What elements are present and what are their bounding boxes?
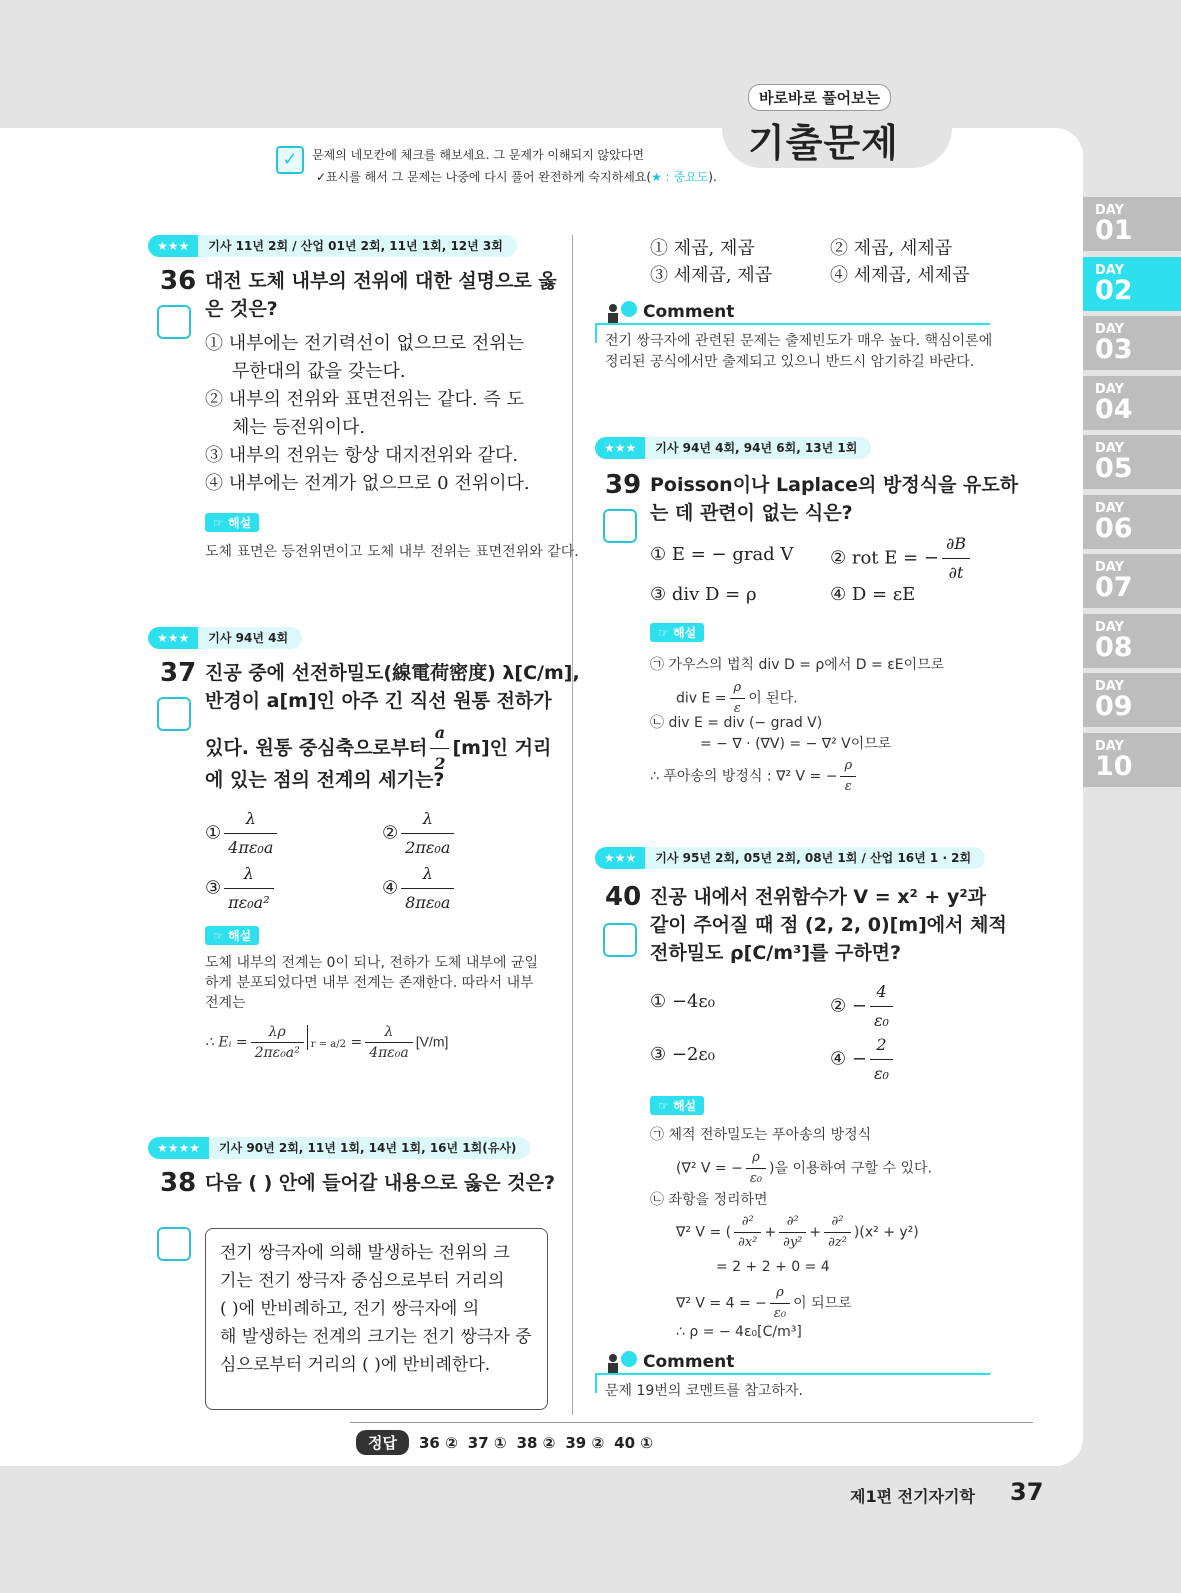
q37-equation: ∴ Eᵢ = $\frac{\lambda\rho}{\text{2πε₀a²}}$ r = a/2 = $\frac{\lambda}{\text{4πε₀a}}$ [V/m] (205, 1024, 449, 1061)
comment-header: Comment (605, 300, 734, 324)
question-number: 40 (605, 882, 642, 912)
answer-38: 38 ② (516, 1433, 556, 1452)
column-divider (572, 235, 573, 1415)
day-tab-label: DAY (1095, 738, 1125, 754)
solution-badge: ☞ 해설 (205, 926, 259, 945)
q40-solution-6: ∇² V = 4 = − $\frac{\rho}{\text{ε₀}}$ 이 되므로 (676, 1285, 852, 1321)
q40-checkbox[interactable] (603, 923, 637, 957)
q37-option-3: ③ $\frac{\lambda}{\text{πε₀a²}}$ (205, 860, 277, 917)
q39-option-4: ④ D = εE (830, 584, 916, 605)
question-number: 38 (160, 1168, 197, 1198)
comment-bracket (595, 323, 597, 343)
exam-source: 기사 90년 2회, 11년 1회, 14년 1회, 16년 1회(유사) (209, 1137, 530, 1159)
solution-badge: ☞ 해설 (650, 623, 704, 642)
day-tab-label: DAY (1095, 560, 1125, 575)
importance-stars: ★★★ (148, 627, 198, 649)
q40-comment: 문제 19번의 코멘트를 참고하자. (605, 1383, 803, 1399)
exam-source: 기사 94년 4회, 94년 6회, 13년 1회 (645, 437, 871, 459)
q39-tag (595, 437, 871, 459)
day-tab-number: 07 (1095, 572, 1133, 603)
q36-option-1: ① 내부에는 전기력선이 없으므로 전위는 (205, 333, 525, 354)
q39-solution-5: ∴ 푸아송의 방정식 : ∇² V = − $\frac{\rho}{\varepsilon}$ (650, 756, 859, 797)
comment-header: Comment (605, 1350, 734, 1374)
q39-text-1: Poisson이나 Laplace의 방정식을 유도하 (650, 474, 1019, 496)
q38-comment-1: 전기 쌍극자에 관련된 문제는 출제빈도가 매우 높다. 핵심이론에 (605, 333, 993, 349)
passage-line: 기는 전기 쌍극자 중심으로부터 거리의 (220, 1271, 505, 1291)
question-number: 36 (160, 266, 197, 296)
q37-text-3: 있다. 원통 중심축으로부터 $\frac{a}{2}$ [m]인 거리 (205, 718, 551, 779)
footer-section-title: 제1편 전기자기학 (850, 1487, 975, 1506)
solution-badge: ☞ 해설 (650, 1096, 704, 1115)
q36-text-1: 대전 도체 내부의 전위에 대한 설명으로 옳 (205, 270, 557, 292)
q36-option-3: ③ 내부의 전위는 항상 대지전위와 같다. (205, 445, 519, 466)
day-tab-number: 09 (1095, 691, 1133, 722)
day-tab-01[interactable] (1083, 197, 1181, 251)
q37-option-4: ④ $\frac{\lambda}{\text{8πε₀a}}$ (382, 860, 457, 917)
q36-tag (148, 235, 517, 257)
day-tab-07[interactable] (1083, 554, 1181, 608)
exam-source: 기사 11년 2회 / 산업 01년 2회, 11년 1회, 12년 3회 (198, 235, 517, 257)
header-title: 기출문제 (748, 121, 899, 165)
passage-line: 해 발생하는 전계의 크기는 전기 쌍극자 중 (220, 1327, 532, 1347)
day-tab-number: 03 (1095, 334, 1133, 365)
day-tab-label: DAY (1095, 262, 1125, 278)
day-tab-03[interactable] (1083, 316, 1181, 370)
day-tab-number: 02 (1095, 274, 1133, 306)
q40-solution-1: ㉠ 체적 전하밀도는 푸아송의 방정식 (650, 1127, 872, 1143)
day-tab-label: DAY (1095, 500, 1125, 516)
day-tab-label: DAY (1095, 679, 1125, 694)
q38-checkbox[interactable] (157, 1227, 191, 1261)
day-tab-label: DAY (1095, 441, 1125, 456)
q39-solution-4: = − ∇ · (∇V) = − ∇² V이므로 (700, 736, 892, 752)
q38-option-3: ③ 세제곱, 제곱 (650, 265, 773, 286)
q39-option-3: ③ div D = ρ (650, 584, 757, 605)
header-subtitle: 바로바로 풀어보는 (748, 84, 891, 111)
q36-checkbox[interactable] (157, 305, 191, 339)
q40-option-1: ① −4ε₀ (650, 991, 715, 1012)
day-tab-label: DAY (1095, 381, 1125, 397)
q38-option-4: ④ 세제곱, 세제곱 (830, 265, 970, 286)
instruction-line-2: ✓표시를 해서 그 문제는 나중에 다시 풀어 완전하게 숙지하세요(★ : 중요도). (316, 170, 717, 184)
importance-legend: ★ : 중요도 (651, 170, 709, 184)
q37-text-2: 반경이 a[m]인 아주 긴 직선 원통 전하가 (205, 690, 552, 712)
question-number: 39 (605, 470, 642, 500)
q36-text-2: 은 것은? (205, 298, 278, 320)
q37-text-4: 에 있는 점의 전계의 세기는? (205, 769, 445, 791)
day-tab-number: 06 (1095, 512, 1133, 544)
passage-line: 전기 쌍극자에 의해 발생하는 전위의 크 (220, 1243, 510, 1263)
importance-stars: ★★★ (595, 847, 645, 869)
check-icon: ✓ (276, 146, 304, 174)
answer-37: 37 ① (467, 1433, 507, 1452)
importance-stars: ★★★ (595, 437, 645, 459)
day-tab-label: DAY (1095, 203, 1125, 218)
importance-stars: ★★★ (148, 235, 198, 257)
q37-tag (148, 627, 302, 649)
q39-checkbox[interactable] (603, 509, 637, 543)
q38-option-1: ① 제곱, 제곱 (650, 238, 755, 259)
fraction: $\frac{a}{2}$ (430, 718, 449, 779)
q40-text-1: 진공 내에서 전위함수가 V = x² + y²과 (650, 886, 987, 908)
q37-option-2: ② $\frac{\lambda}{\text{2πε₀a}}$ (382, 805, 457, 862)
q38-comment-2: 정리된 공식에서만 출제되고 있으니 반드시 암기하길 바란다. (605, 354, 975, 370)
importance-stars: ★★★★ (148, 1137, 209, 1159)
instruction-line-1: 문제의 네모칸에 체크를 해보세요. 그 문제가 이해되지 않았다면 (312, 148, 644, 162)
page-number: 37 (1010, 1478, 1044, 1506)
q39-solution-3: ㉡ div E = div (− grad V) (650, 715, 823, 731)
q40-solution-4: ∇² V = ( $\frac{\text{∂²}}{\text{∂x²}}$ + $\frac{\text{∂²}}{\text{∂y²}}$ + $\frac{\text{∂²}}{\text{∂z²}}$ )(x² + y²) (676, 1214, 919, 1250)
q40-option-4: ④ − $\frac{2}{\text{ε₀}}$ (830, 1031, 896, 1088)
q39-option-2: ② rot E = − $\frac{\partial B}{\partial t}$ (830, 530, 973, 587)
q39-text-2: 는 데 관련이 없는 식은? (650, 502, 853, 524)
day-tab-number: 05 (1095, 453, 1133, 484)
q37-solution-1: 도체 내부의 전계는 0이 되나, 전하가 도체 내부에 균일 (205, 955, 538, 971)
day-tab-number: 04 (1095, 393, 1133, 425)
q37-solution-2: 하게 분포되었다면 내부 전계는 존재한다. 따라서 내부 (205, 975, 534, 991)
teacher-icon (605, 300, 637, 324)
day-tab-label: DAY (1095, 619, 1125, 635)
q36-option-2: ② 내부의 전위와 표면전위는 같다. 즉 도 (205, 389, 524, 410)
answer-36: 36 ② (418, 1433, 458, 1452)
day-tab-number: 10 (1095, 750, 1133, 782)
comment-rule (595, 323, 990, 325)
q40-text-2: 같이 주어질 때 점 (2, 2, 0)[m]에서 체적 (650, 914, 1007, 936)
answer-bar (356, 1430, 653, 1455)
q40-solution-2: (∇² V = − $\frac{\rho}{\text{ε₀}}$ )을 이용하여 구할 수 있다. (676, 1150, 932, 1186)
q37-option-1: ① $\frac{\lambda}{\text{4πε₀a}}$ (205, 805, 280, 862)
day-tab-10[interactable] (1083, 733, 1181, 787)
q38-option-2: ② 제곱, 세제곱 (830, 238, 953, 259)
q40-option-2: ② − $\frac{4}{\text{ε₀}}$ (830, 978, 896, 1035)
q40-option-3: ③ −2ε₀ (650, 1044, 715, 1065)
solution-badge: ☞ 해설 (205, 513, 259, 532)
answer-40: 40 ① (614, 1433, 653, 1452)
q37-checkbox[interactable] (157, 697, 191, 731)
day-tab-09[interactable] (1083, 673, 1181, 727)
day-tab-04[interactable] (1083, 376, 1181, 430)
q36-option-2-cont: 체는 등전위이다. (232, 417, 366, 438)
exam-source: 기사 95년 2회, 05년 2회, 08년 1회 / 산업 16년 1 · 2회 (645, 847, 985, 869)
day-tab-label: DAY (1095, 322, 1125, 337)
day-tab-02[interactable] (1083, 257, 1181, 311)
q37-text-1: 진공 중에 선전하밀도(線電荷密度) λ[C/m], (205, 662, 580, 684)
q40-tag (595, 847, 985, 869)
passage-line: 심으로부터 거리의 ( )에 반비례한다. (220, 1355, 491, 1375)
q36-option-4: ④ 내부에는 전계가 없으므로 0 전위이다. (205, 473, 530, 494)
q40-solution-7: ∴ ρ = − 4ε₀[C/m³] (676, 1324, 802, 1340)
answer-label: 정답 (356, 1430, 409, 1455)
answer-39: 39 ② (565, 1433, 605, 1452)
q38-tag (148, 1137, 530, 1159)
day-tab-06[interactable] (1083, 495, 1181, 549)
q39-option-1: ① E = − grad V (650, 544, 794, 565)
q40-solution-3: ㉡ 좌항을 정리하면 (650, 1192, 768, 1208)
teacher-icon (605, 1350, 637, 1374)
q40-text-3: 전하밀도 ρ[C/m³]를 구하면? (650, 942, 902, 964)
comment-bracket (595, 1373, 597, 1393)
day-tab-08[interactable] (1083, 614, 1181, 668)
comment-rule (595, 1373, 990, 1375)
q39-solution-2: div E = $\frac{\rho}{\varepsilon}$ 이 된다. (676, 680, 798, 716)
q40-solution-5: = 2 + 2 + 0 = 4 (716, 1259, 830, 1275)
day-tab-number: 01 (1095, 215, 1133, 246)
passage-line: ( )에 반비례하고, 전기 쌍극자에 의 (220, 1299, 480, 1319)
q39-solution-1: ㉠ 가우스의 법칙 div D = ρ에서 D = εE이므로 (650, 657, 945, 673)
question-number: 37 (160, 658, 197, 688)
q36-option-1-cont: 무한대의 값을 갖는다. (232, 361, 406, 382)
day-tab-05[interactable] (1083, 435, 1181, 489)
q38-passage-box (205, 1228, 548, 1410)
q38-text: 다음 ( ) 안에 들어갈 내용으로 옳은 것은? (205, 1172, 556, 1194)
answer-divider (350, 1422, 1033, 1423)
exam-source: 기사 94년 4회 (198, 627, 302, 649)
q37-solution-3: 전계는 (205, 995, 246, 1011)
q36-solution: 도체 표면은 등전위면이고 도체 내부 전위는 표면전위와 같다. (205, 544, 579, 560)
day-tab-number: 08 (1095, 631, 1133, 663)
